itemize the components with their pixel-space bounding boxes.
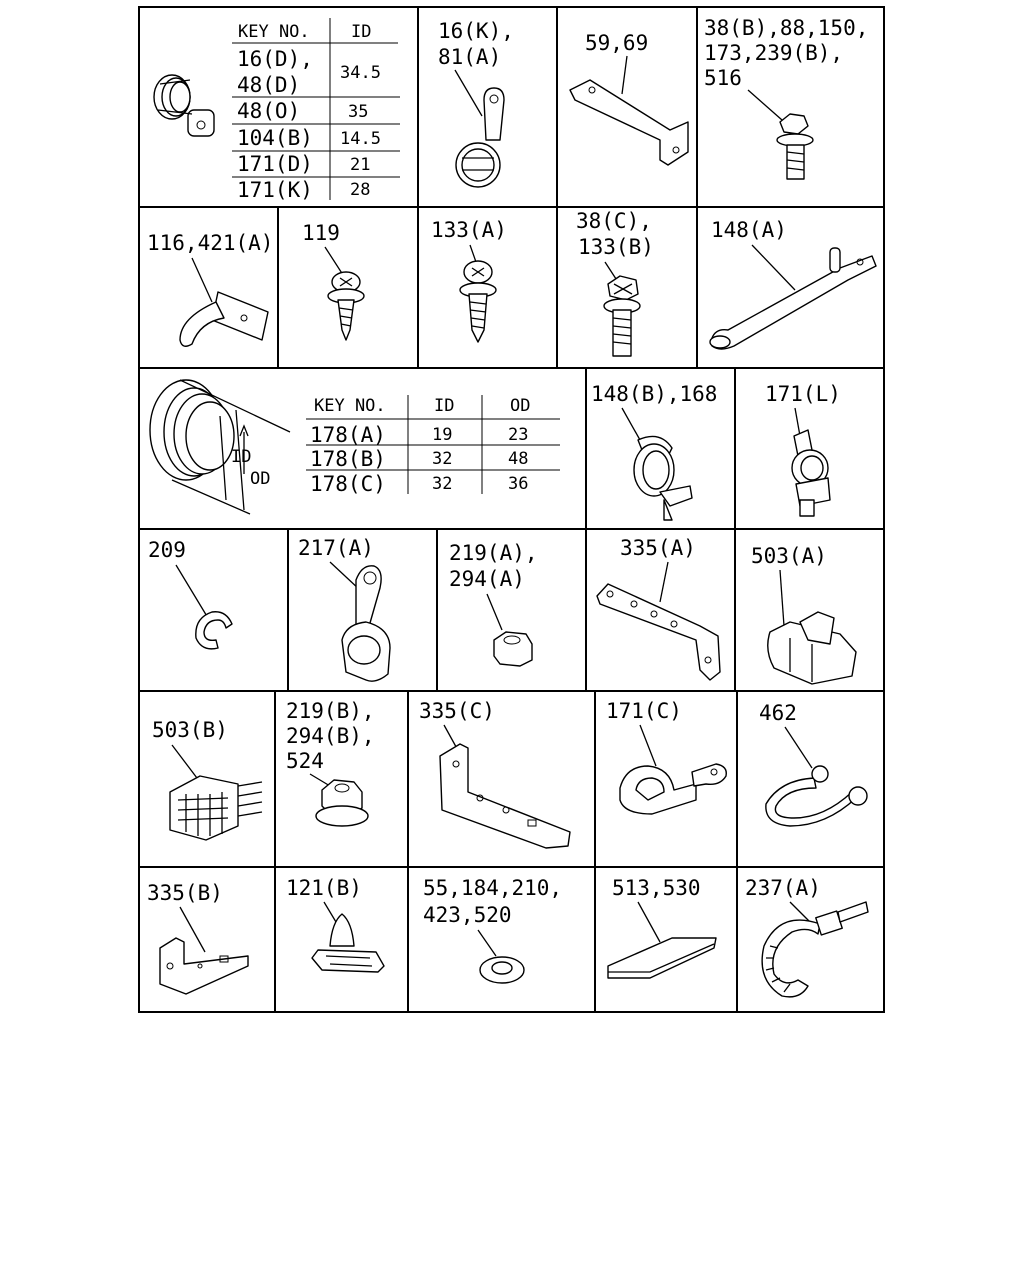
table-key: 48(O) [237, 99, 301, 123]
part-label: 133(A) [431, 218, 507, 242]
table-id: 34.5 [340, 63, 381, 83]
part-label: 148(A) [711, 218, 787, 242]
table-id: 28 [350, 180, 371, 200]
part-label: 55,184,210, [423, 876, 563, 900]
table-id: 32 [432, 474, 453, 494]
cell-part [419, 699, 570, 848]
part-label: 516 [704, 66, 742, 90]
part-label: 81(A) [438, 45, 502, 69]
part-label: 294(B), [286, 724, 375, 748]
cell-part [710, 218, 876, 349]
part-label: 148(B),168 [591, 382, 718, 406]
cushion-icon [768, 612, 856, 684]
part-label: 38(C), [576, 209, 652, 233]
flange-nut-icon [316, 780, 368, 826]
cell-part [570, 31, 688, 165]
part-label: 171(L) [765, 382, 841, 406]
part-label: 219(A), [449, 541, 538, 565]
flange-bolt-icon [777, 114, 813, 179]
dim-od-label: OD [250, 469, 271, 489]
part-label: 116,421(A) [147, 231, 274, 255]
e-ring-icon [196, 612, 232, 649]
grommet-table [306, 395, 560, 496]
stay-bar-icon [710, 248, 876, 349]
cell-part [286, 876, 384, 972]
cell-part [148, 538, 232, 649]
grommet-icon [150, 380, 290, 514]
cell-part [591, 382, 717, 520]
bracket-icon [597, 584, 720, 680]
part-label: 59,69 [585, 31, 649, 55]
cell-part [751, 544, 856, 684]
cell-part [152, 718, 262, 840]
part-label: 173,239(B), [704, 41, 844, 65]
cell-part [765, 382, 841, 516]
part-label: 38(B),88,150, [704, 16, 869, 40]
table-key: 178(B) [310, 447, 386, 471]
spring-clamp-icon [154, 75, 214, 136]
dim-id-label: ID [231, 447, 252, 467]
bracket-icon [570, 80, 688, 165]
loop-tie-icon [766, 766, 867, 826]
cell-part [608, 876, 716, 978]
cell-part [576, 209, 654, 356]
cell-part [745, 876, 868, 997]
part-label: 513,530 [612, 876, 701, 900]
table-id: 35 [348, 102, 369, 122]
cell-part [431, 218, 507, 342]
part-label: 171(C) [606, 699, 682, 723]
tapping-screw-icon [328, 272, 364, 340]
cell-part [302, 221, 364, 340]
table-id: 32 [432, 449, 453, 469]
part-label: 423,520 [423, 903, 512, 927]
cell-clamp-table [154, 18, 400, 202]
push-clip-icon [312, 914, 384, 972]
band-clip-icon [342, 566, 390, 681]
tube-clamp-icon [620, 764, 726, 814]
part-label: 294(A) [449, 567, 525, 591]
table-key: 171(D) [237, 152, 313, 176]
cell-part [423, 876, 562, 983]
harness-clip-icon [634, 436, 692, 520]
cell-part [597, 536, 720, 680]
part-label: 335(A) [620, 536, 696, 560]
part-label: 462 [759, 701, 797, 725]
cell-part [438, 19, 514, 187]
table-od: 48 [508, 449, 529, 469]
part-label: 16(K), [438, 19, 514, 43]
cell-part [298, 536, 390, 681]
part-label: 503(A) [751, 544, 827, 568]
table-header-id: ID [434, 396, 455, 416]
part-label: 335(C) [419, 699, 495, 723]
table-header-key: KEY NO. [238, 22, 310, 42]
connector-icon [170, 776, 262, 840]
table-key: 16(D), [237, 47, 313, 71]
part-label: 524 [286, 749, 324, 773]
table-key: 178(C) [310, 472, 386, 496]
angle-bracket-icon [440, 744, 570, 848]
table-key: 171(K) [237, 178, 313, 202]
hook-clip-icon [180, 292, 268, 346]
table-header-od: OD [510, 396, 531, 416]
cell-grommet [150, 380, 560, 514]
part-label: 133(B) [578, 235, 654, 259]
part-label: 335(B) [147, 881, 223, 905]
part-label: 121(B) [286, 876, 362, 900]
table-id: 14.5 [340, 129, 381, 149]
cell-part [606, 699, 726, 814]
part-label: 237(A) [745, 876, 821, 900]
table-header-id: ID [351, 22, 372, 42]
table-od: 23 [508, 425, 529, 445]
pad-icon [608, 938, 716, 978]
clamp-id-table [232, 18, 400, 202]
part-label: 503(B) [152, 718, 228, 742]
hex-bolt-icon [604, 276, 640, 356]
cell-part [147, 881, 248, 994]
angle-bracket-icon [160, 938, 248, 994]
cell-part [759, 701, 867, 826]
table-header-key: KEY NO. [314, 396, 386, 416]
table-key: 178(A) [310, 423, 386, 447]
cell-part [449, 541, 538, 666]
part-label: 217(A) [298, 536, 374, 560]
pipe-clamp-icon [456, 88, 504, 187]
table-id: 19 [432, 425, 453, 445]
cell-part [286, 699, 375, 826]
part-label: 119 [302, 221, 340, 245]
table-od: 36 [508, 474, 529, 494]
part-label: 209 [148, 538, 186, 562]
table-key: 48(D) [237, 73, 301, 97]
cable-tie-icon [762, 902, 868, 997]
cell-part [147, 231, 273, 346]
table-id: 21 [350, 155, 371, 175]
part-label: 219(B), [286, 699, 375, 723]
cable-clip-icon [792, 430, 830, 516]
cell-part [704, 16, 868, 179]
washer-screw-icon [460, 261, 496, 342]
nut-icon [494, 632, 532, 666]
washer-icon [480, 957, 524, 983]
table-key: 104(B) [237, 126, 313, 150]
